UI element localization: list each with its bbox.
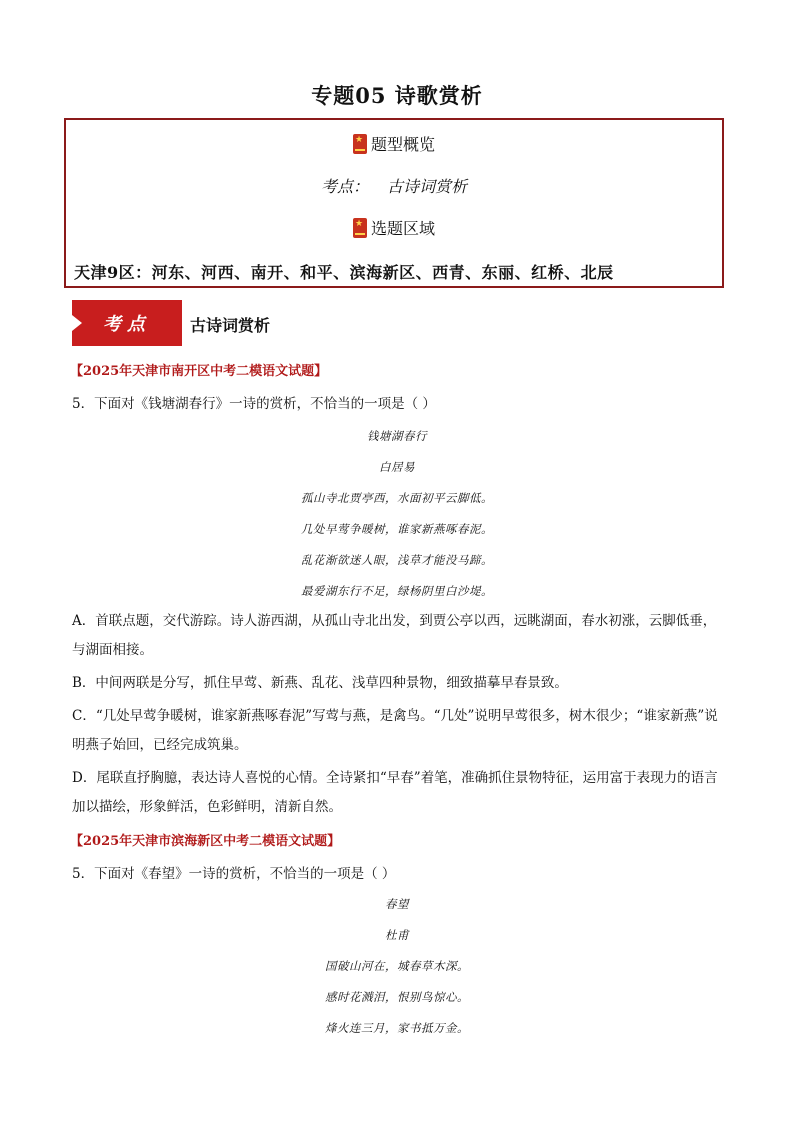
poem-title: 钱塘湖春行: [367, 429, 427, 443]
poem-line: 国破山河在，城春草木深。: [325, 959, 469, 973]
overview-heading-label: 题型概览: [370, 135, 435, 154]
poem-line: 最爱湖东行不足，绿杨阴里白沙堤。: [301, 584, 493, 598]
poem-title: 春望: [385, 897, 409, 911]
section-title: 古诗词赏析: [190, 316, 271, 335]
region-list: 天津9区：河东、河西、南开、和平、滨海新区、西青、东丽、红桥、北辰: [74, 263, 614, 282]
section-banner: [72, 300, 182, 346]
option-d: D．尾联直抒胸臆，表达诗人喜悦的心情。全诗紧扣“早春”着笔，准确抓住景物特征，运用富于表现力的语言加以描绘，形象鲜活，色彩鲜明，清新自然。: [72, 770, 718, 815]
book-icon: [353, 134, 367, 154]
question-source: 【2025年天津市南开区中考二模语文试题】: [70, 364, 328, 379]
region-heading-label: 选题区域: [370, 219, 435, 238]
overview-box: [64, 118, 724, 288]
kaodian-value: 古诗词赏析: [387, 177, 468, 196]
question-source: 【2025年天津市滨海新区中考二模语文试题】: [70, 834, 341, 849]
question-stem: 5．下面对《春望》一诗的赏析，不恰当的一项是（ ）: [72, 866, 396, 882]
option-c: C．“几处早莺争暖树，谁家新燕啄春泥”写莺与燕，是禽鸟。“几处”说明早莺很多，树木很少；“谁家新燕”说明燕子始回，已经完成筑巢。: [72, 708, 718, 753]
section-banner-label: 考点: [103, 314, 151, 335]
option-a: A．首联点题，交代游踪。诗人游西湖，从孤山寺北出发，到贾公亭以西，远眺湖面，春水初涨，云脚低垂，与湖面相接。: [72, 613, 717, 658]
poem-line: 感时花溅泪，恨别鸟惊心。: [325, 990, 469, 1004]
page-title: 专题05 诗歌赏析: [311, 83, 483, 108]
book-icon: [353, 218, 367, 238]
poem-line: 乱花渐欲迷人眼，浅草才能没马蹄。: [301, 553, 493, 567]
region-heading: [66, 216, 722, 239]
option-b: B．中间两联是分写，抓住早莺、新燕、乱花、浅草四种景物，细致描摹早春景致。: [72, 675, 568, 691]
poem-author: 白居易: [379, 460, 415, 474]
poem-author: 杜甫: [385, 928, 409, 942]
poem-line: 烽火连三月，家书抵万金。: [325, 1021, 469, 1035]
poem-line: 孤山寺北贾亭西，水面初平云脚低。: [301, 491, 493, 505]
overview-heading: [66, 132, 722, 155]
question-stem: 5．下面对《钱塘湖春行》一诗的赏析，不恰当的一项是（ ）: [72, 396, 436, 412]
kaodian-row: [66, 174, 722, 197]
kaodian-label: 考点：: [320, 177, 369, 196]
poem-line: 几处早莺争暖树，谁家新燕啄春泥。: [301, 522, 493, 536]
